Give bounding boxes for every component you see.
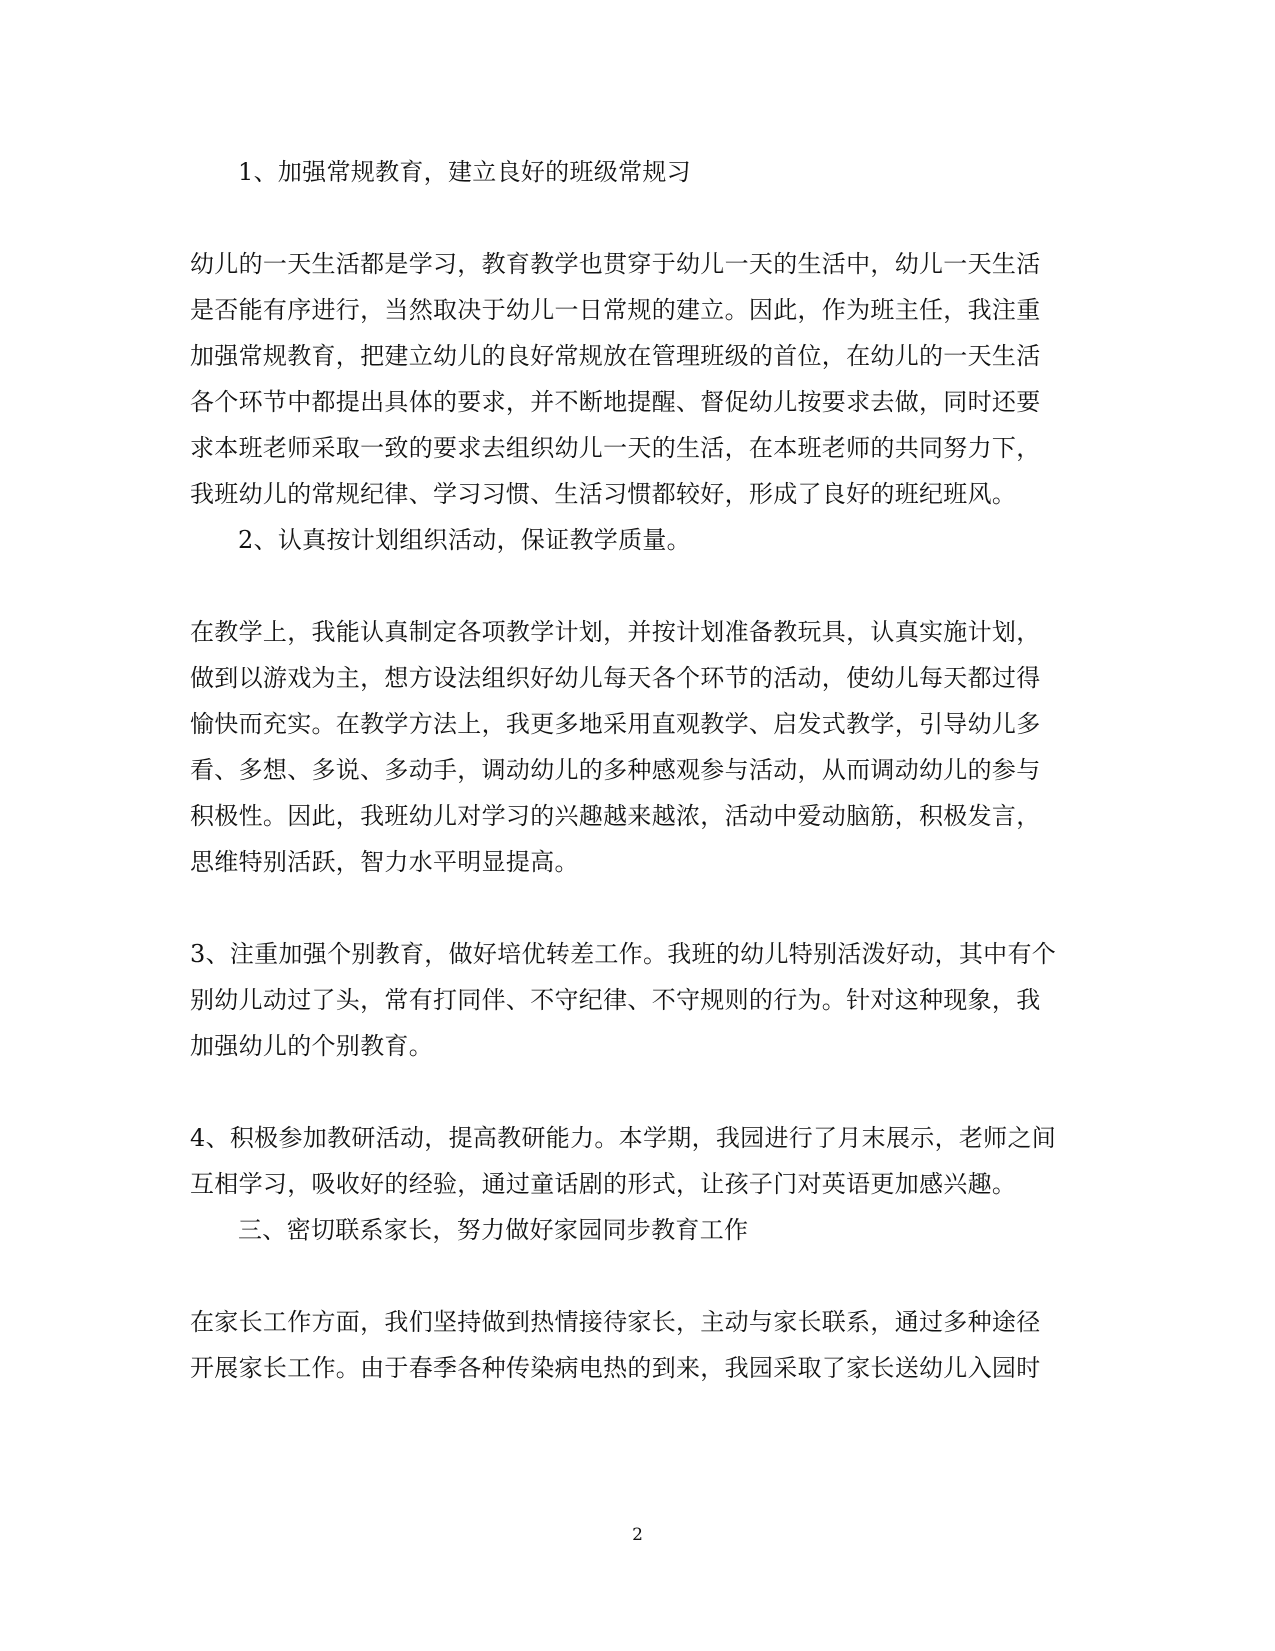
paragraph-line: 互相学习，吸收好的经验，通过童话剧的形式，让孩子门对英语更加感兴趣。 [190,1170,1017,1198]
paragraph-line: 是否能有序进行，当然取决于幼儿一日常规的建立。因此，作为班主任，我注重 [190,296,1041,324]
paragraph-line: 4、积极参加教研活动，提高教研能力。本学期，我园进行了月末展示，老师之间 [190,1124,1057,1152]
paragraph-line: 看、多想、多说、多动手，调动幼儿的多种感观参与活动，从而调动幼儿的参与 [190,756,1041,784]
paragraph-line: 我班幼儿的常规纪律、学习习惯、生活习惯都较好，形成了良好的班纪班风。 [190,480,1017,508]
paragraph-line: 思维特别活跃，智力水平明显提高。 [190,848,579,876]
paragraph-line: 做到以游戏为主，想方设法组织好幼儿每天各个环节的活动，使幼儿每天都过得 [190,664,1041,692]
section-heading-1: 1、加强常规教育，建立良好的班级常规习 [238,158,691,186]
page-number: 2 [632,1525,643,1545]
paragraph-line: 在教学上，我能认真制定各项教学计划，并按计划准备教玩具，认真实施计划， [190,618,1041,646]
paragraph-line: 3、注重加强个别教育，做好培优转差工作。我班的幼儿特别活泼好动，其中有个 [190,940,1057,968]
paragraph-line: 加强幼儿的个别教育。 [190,1032,433,1060]
paragraph-line: 积极性。因此，我班幼儿对学习的兴趣越来越浓，活动中爱动脑筋，积极发言， [190,802,1041,830]
paragraph-line: 各个环节中都提出具体的要求，并不断地提醒、督促幼儿按要求去做，同时还要 [190,388,1041,416]
section-heading-2: 2、认真按计划组织活动，保证教学质量。 [238,526,691,554]
paragraph-line: 开展家长工作。由于春季各种传染病电热的到来，我园采取了家长送幼儿入园时 [190,1354,1041,1382]
paragraph-line: 幼儿的一天生活都是学习，教育教学也贯穿于幼儿一天的生活中，幼儿一天生活 [190,250,1041,278]
paragraph-line: 在家长工作方面，我们坚持做到热情接待家长，主动与家长联系，通过多种途径 [190,1308,1041,1336]
paragraph-line: 别幼儿动过了头，常有打同伴、不守纪律、不守规则的行为。针对这种现象，我 [190,986,1041,1014]
paragraph-line: 愉快而充实。在教学方法上，我更多地采用直观教学、启发式教学，引导幼儿多 [190,710,1041,738]
paragraph-line: 求本班老师采取一致的要求去组织幼儿一天的生活，在本班老师的共同努力下， [190,434,1041,462]
section-heading-3: 三、密切联系家长，努力做好家园同步教育工作 [238,1216,749,1244]
paragraph-line: 加强常规教育，把建立幼儿的良好常规放在管理班级的首位，在幼儿的一天生活 [190,342,1041,370]
